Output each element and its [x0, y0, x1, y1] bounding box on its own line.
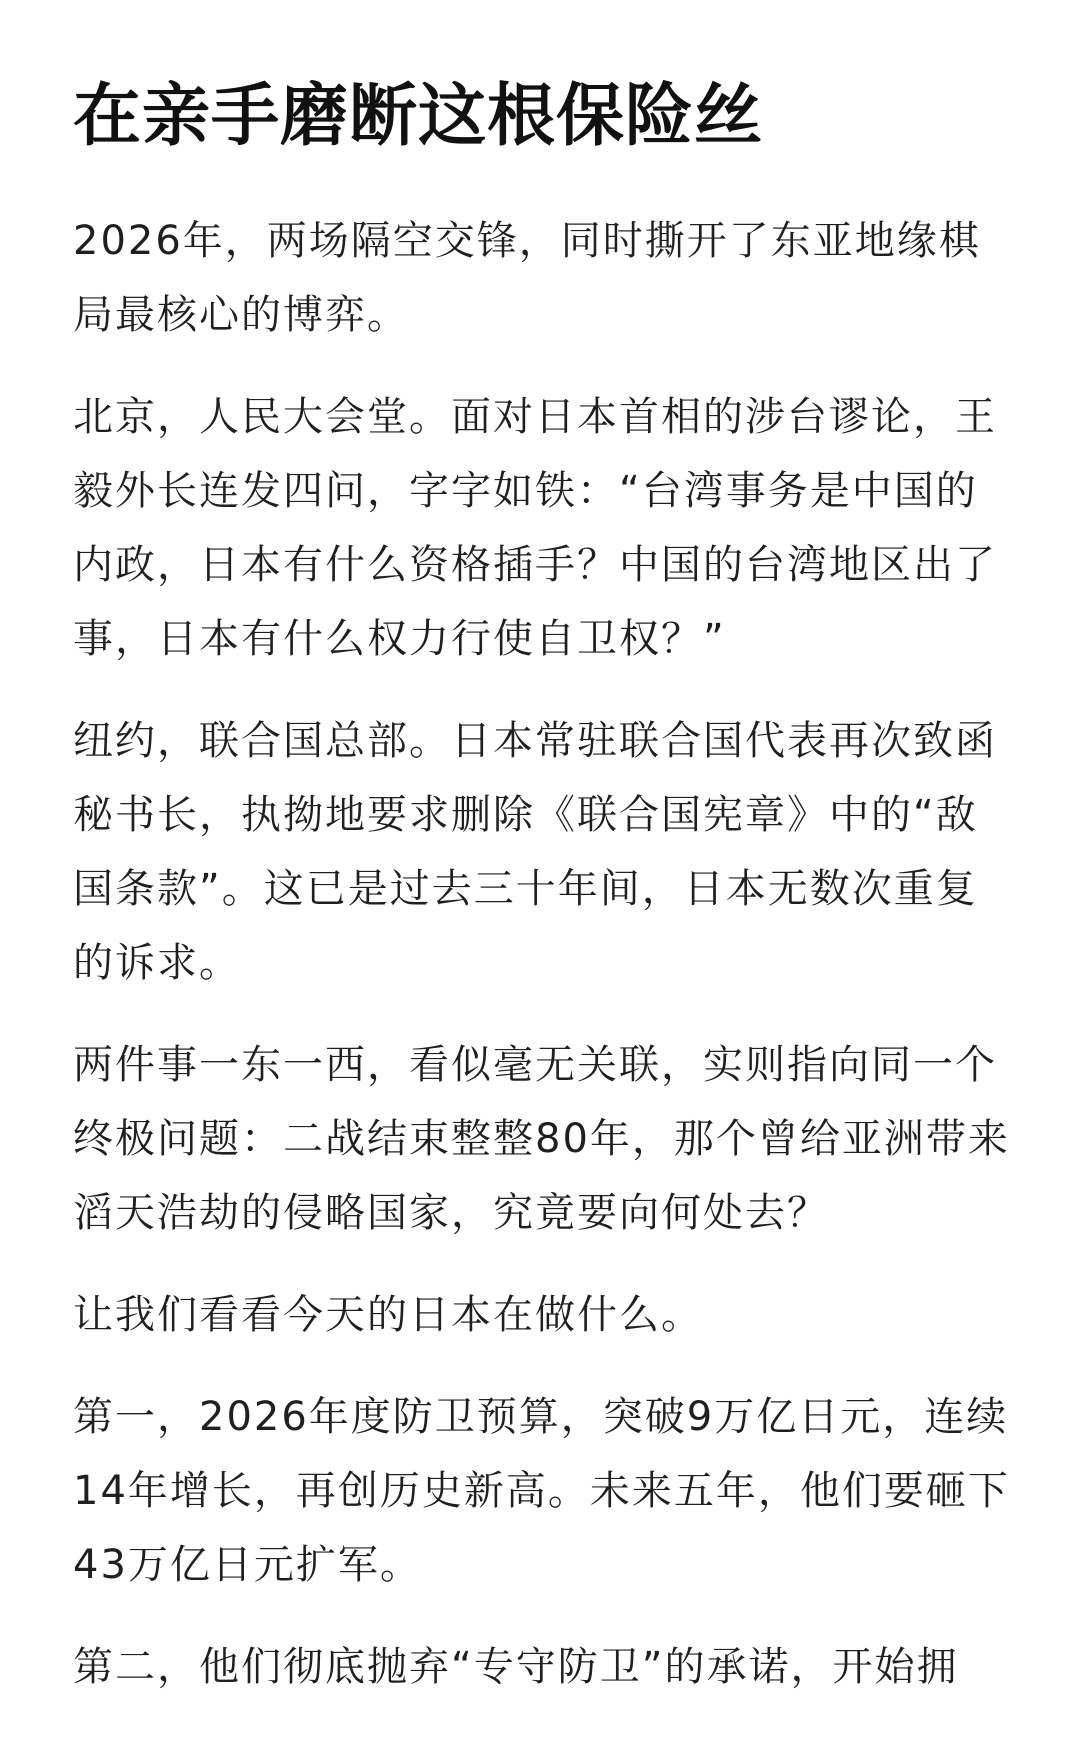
article-paragraph: 北京，人民大会堂。面对日本首相的涉台谬论，王毅外长连发四问，字字如铁：“台湾事务是中国的内政，日本有什么资格插手？中国的台湾地区出了事，日本有什么权力行使自卫权？”: [73, 394, 997, 662]
article-paragraph: 2026年，两场隔空交锋，同时撕开了东亚地缘棋局最核心的博弈。: [73, 218, 981, 338]
article-paragraph: 两件事一东一西，看似毫无关联，实则指向同一个终极问题：二战结束整整80年，那个曾给亚洲带来滔天浩劫的侵略国家，究竟要向何处去？: [73, 1042, 1010, 1236]
article-paragraph: 第二，他们彻底抛弃“专守防卫”的承诺，开始拥: [73, 1644, 959, 1690]
article-paragraph: 纽约，联合国总部。日本常驻联合国代表再次致函秘书长，执拗地要求删除《联合国宪章》中的“敌国条款”。这已是过去三十年间，日本无数次重复的诉求。: [73, 718, 997, 986]
article: [73, 0, 1013, 1704]
article-title: 在亲手磨断这根保险丝: [73, 77, 764, 156]
article-paragraph: 第一，2026年度防卫预算，突破9万亿日元，连续14年增长，再创历史新高。未来五年，他们要砸下43万亿日元扩军。: [73, 1394, 1010, 1588]
article-paragraph: 让我们看看今天的日本在做什么。: [73, 1292, 703, 1338]
